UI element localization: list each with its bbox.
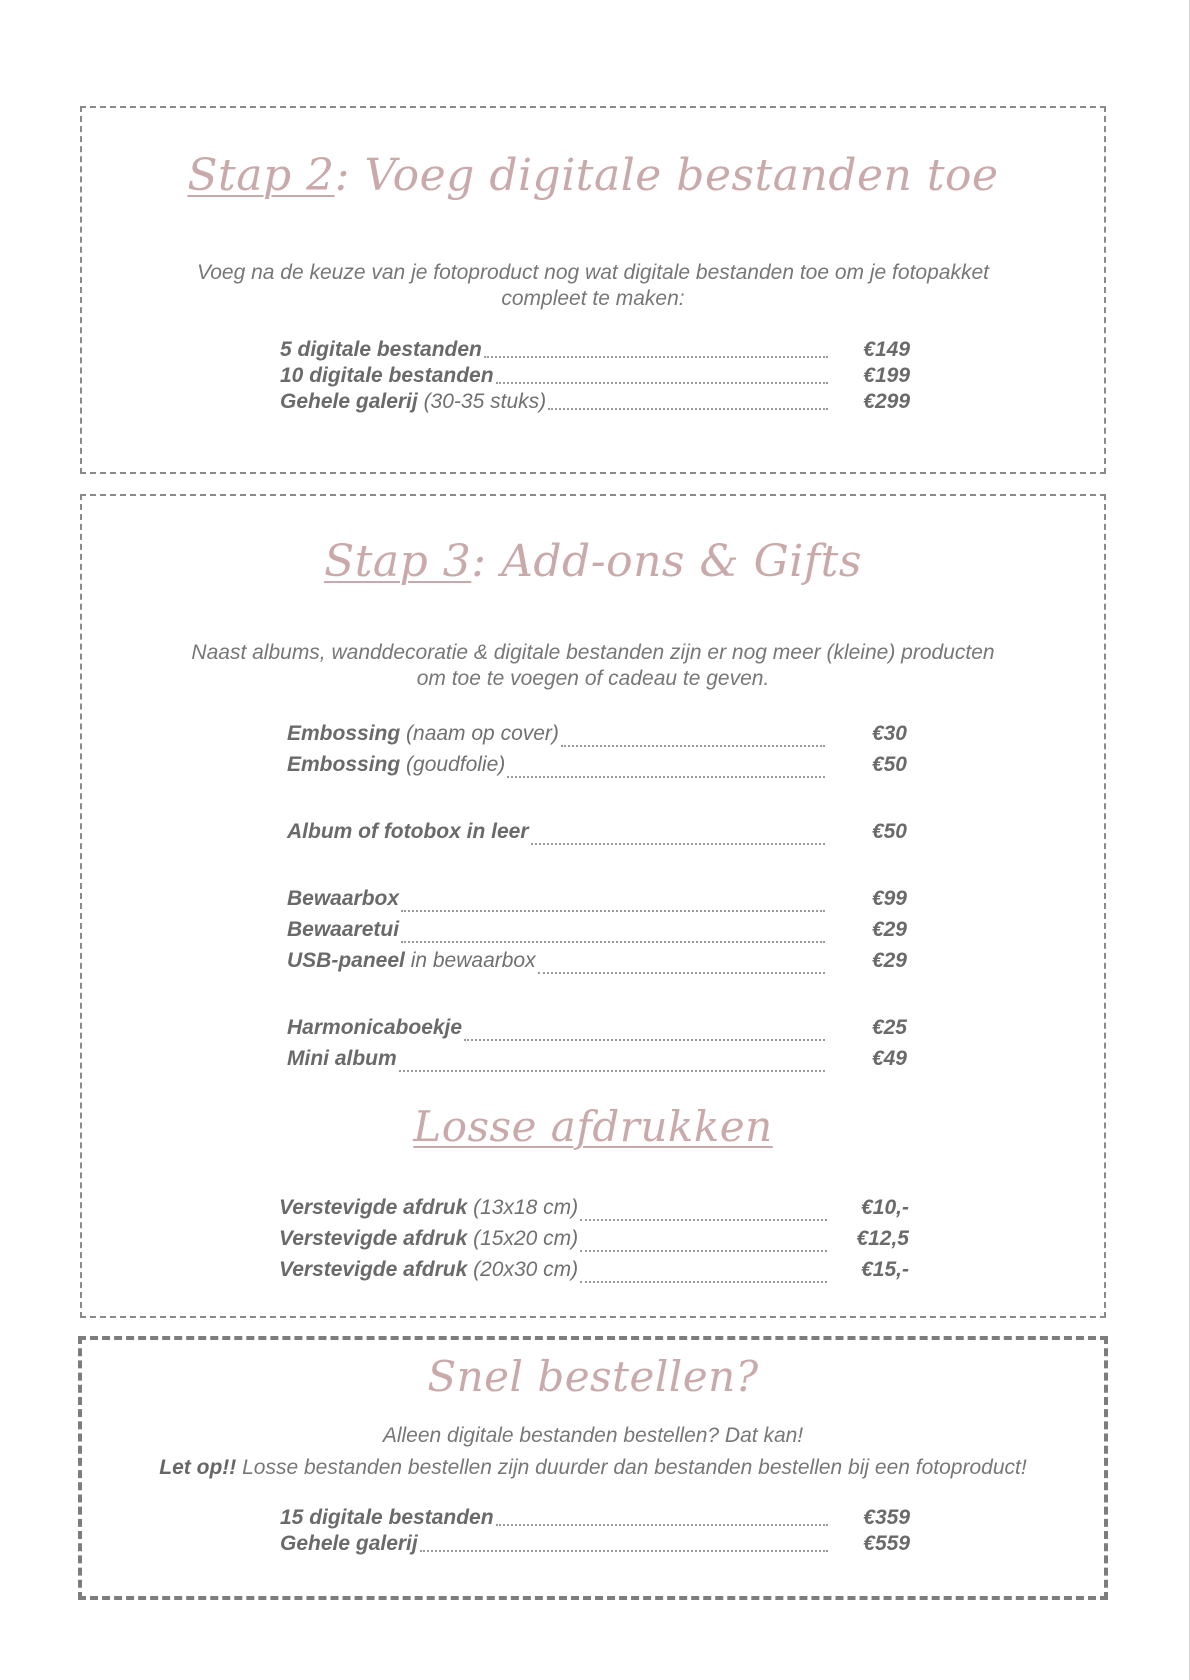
item-name: 5 digitale bestanden <box>280 338 482 361</box>
price-row <box>280 390 910 416</box>
item-name: Bewaaretui <box>287 918 400 941</box>
quick-price-list <box>280 1506 910 1558</box>
leader-dots <box>548 408 828 410</box>
item-price: €30 <box>871 722 907 745</box>
leader-dots <box>401 941 825 943</box>
item-price: €99 <box>871 887 907 910</box>
item-price: €299 <box>863 390 910 413</box>
leader-dots <box>580 1250 827 1252</box>
item-note: (naam op cover) <box>400 722 559 745</box>
leader-dots <box>464 1039 825 1041</box>
item-name: Gehele galerij <box>280 1532 418 1555</box>
item-name: USB-paneel <box>287 949 405 972</box>
step2-intro <box>82 260 1104 312</box>
leader-dots <box>496 382 828 384</box>
step3-intro-line2: om toe te voegen of cadeau te geven. <box>416 667 770 690</box>
item-price: €50 <box>871 753 907 776</box>
price-row <box>280 338 910 364</box>
item-name: Verstevigde afdruk <box>279 1196 468 1219</box>
quick-order-section <box>78 1336 1108 1600</box>
item-note: (goudfolie) <box>400 753 506 776</box>
item-price: €149 <box>863 338 910 361</box>
price-row <box>279 1196 909 1227</box>
leader-dots <box>399 1070 825 1072</box>
item-name: Mini album <box>287 1047 397 1070</box>
item-price: €49 <box>871 1047 907 1070</box>
step2-intro-line2: compleet te maken: <box>501 287 685 310</box>
item-name: Gehele galerij <box>280 390 418 413</box>
prints-title <box>82 1102 1104 1151</box>
price-row <box>280 364 910 390</box>
step2-price-list <box>280 338 910 416</box>
item-note: (20x30 cm) <box>467 1258 579 1281</box>
leader-dots <box>507 776 825 778</box>
price-row <box>287 753 907 784</box>
item-name: Harmonicaboekje <box>287 1016 463 1039</box>
item-name: Verstevigde afdruk <box>279 1227 468 1250</box>
item-name: Album of fotobox in leer <box>287 820 529 843</box>
price-row <box>287 887 907 918</box>
item-note: (15x20 cm) <box>467 1227 579 1250</box>
item-price: €359 <box>863 1506 910 1529</box>
leader-dots <box>420 1550 828 1552</box>
quick-intro <box>82 1420 1104 1484</box>
leader-dots <box>401 910 825 912</box>
item-price: €50 <box>871 820 907 843</box>
leader-dots <box>561 745 825 747</box>
step2-title-underlined: Stap 2 <box>187 150 335 201</box>
price-row <box>287 1016 907 1047</box>
step2-title-rest: : Voeg digitale bestanden toe <box>334 150 999 201</box>
step3-intro-line1: Naast albums, wanddecoratie & digitale bestanden zijn er nog meer (kleine) producten <box>191 641 995 664</box>
price-row <box>287 1047 907 1078</box>
item-price: €199 <box>863 364 910 387</box>
item-price: €559 <box>863 1532 910 1555</box>
step3-title-underlined: Stap 3 <box>324 536 472 587</box>
leader-dots <box>538 972 825 974</box>
item-price: €25 <box>871 1016 907 1039</box>
item-note: (13x18 cm) <box>467 1196 579 1219</box>
prints-title-text: Losse afdrukken <box>413 1102 773 1151</box>
item-note: (30-35 stuks) <box>417 390 547 413</box>
item-name: Bewaarbox <box>287 887 400 910</box>
prints-price-list <box>279 1196 909 1289</box>
item-name: Embossing <box>287 753 401 776</box>
price-row <box>287 918 907 949</box>
leader-dots <box>531 843 826 845</box>
price-row <box>287 949 907 980</box>
quick-line2-rest: Losse bestanden bestellen zijn duurder dan bestanden bestellen bij een fotoproduct! <box>236 1456 1027 1479</box>
quick-line1: Alleen digitale bestanden bestellen? Dat kan! <box>382 1424 804 1447</box>
item-price: €29 <box>871 918 907 941</box>
step3-title <box>82 536 1104 587</box>
price-row <box>287 722 907 753</box>
item-price: €12,5 <box>856 1227 909 1250</box>
step3-intro <box>82 640 1104 692</box>
leader-dots <box>496 1524 828 1526</box>
quick-line2 <box>82 1452 1104 1484</box>
price-row <box>280 1532 910 1558</box>
step2-section <box>80 106 1106 474</box>
item-name: 15 digitale bestanden <box>280 1506 494 1529</box>
price-row <box>280 1506 910 1532</box>
step2-intro-line1: Voeg na de keuze van je fotoproduct nog wat digitale bestanden toe om je fotopakket <box>197 261 989 284</box>
item-name: Verstevigde afdruk <box>279 1258 468 1281</box>
item-note: in bewaarbox <box>404 949 536 972</box>
step2-title <box>82 150 1104 201</box>
step3-price-list <box>287 722 907 1078</box>
item-name: 10 digitale bestanden <box>280 364 494 387</box>
leader-dots <box>580 1281 827 1283</box>
item-price: €29 <box>871 949 907 972</box>
leader-dots <box>580 1219 827 1221</box>
quick-title-text: Snel bestellen? <box>427 1352 759 1401</box>
item-name: Embossing <box>287 722 401 745</box>
item-price: €15,- <box>861 1258 909 1281</box>
price-row <box>279 1258 909 1289</box>
price-row <box>287 820 907 851</box>
step3-section <box>80 494 1106 1318</box>
item-price: €10,- <box>861 1196 909 1219</box>
quick-line2-bold: Let op!! <box>159 1456 237 1479</box>
leader-dots <box>484 356 828 358</box>
quick-title <box>82 1352 1104 1401</box>
step3-title-rest: : Add-ons & Gifts <box>471 536 862 587</box>
price-row <box>279 1227 909 1258</box>
